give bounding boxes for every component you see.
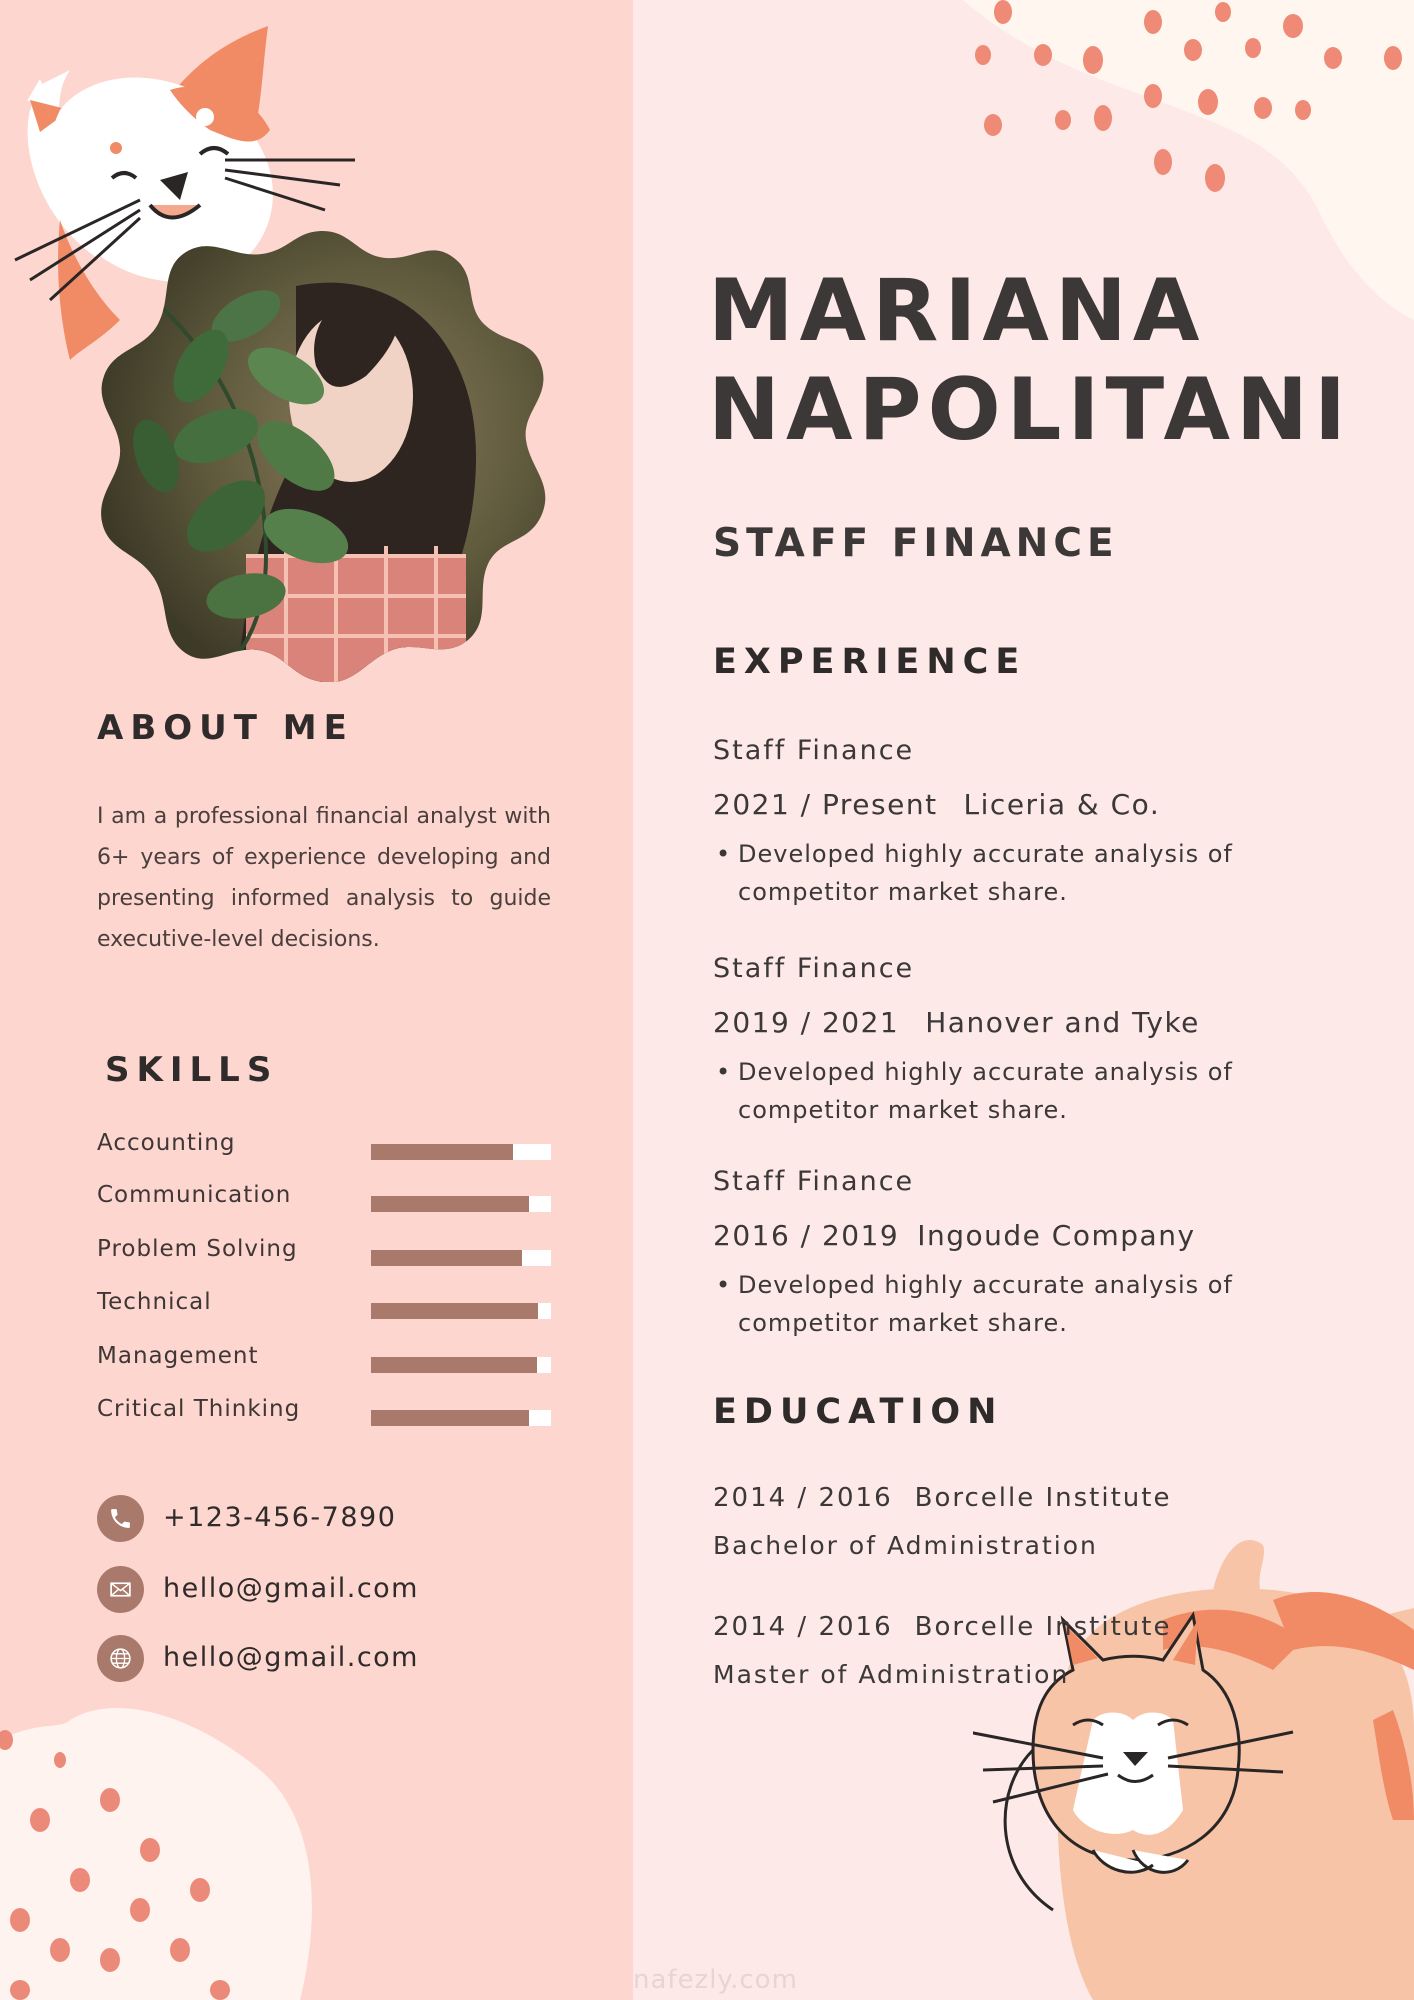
education-degree: Bachelor of Administration bbox=[713, 1531, 1098, 1560]
job-period-company bbox=[713, 788, 1160, 821]
skill-bar-fill bbox=[371, 1144, 513, 1160]
job-title: Staff Finance bbox=[713, 953, 915, 984]
skill-bar-fill bbox=[371, 1303, 538, 1319]
globe-icon bbox=[97, 1635, 144, 1682]
education-institution: Borcelle Institute bbox=[914, 1612, 1172, 1642]
left-column bbox=[0, 0, 633, 2000]
skill-bar bbox=[371, 1410, 551, 1426]
last-name: NAPOLITANI bbox=[708, 360, 1352, 460]
skill-bar-fill bbox=[371, 1250, 522, 1266]
skill-name: Accounting bbox=[97, 1130, 236, 1156]
skill-bar bbox=[371, 1250, 551, 1266]
about-title: ABOUT ME bbox=[97, 708, 354, 748]
skill-bar bbox=[371, 1144, 551, 1160]
education-period: 2014 / 2016 bbox=[713, 1483, 893, 1513]
job-role: STAFF FINANCE bbox=[713, 521, 1119, 566]
job-title: Staff Finance bbox=[713, 1166, 915, 1197]
profile-photo bbox=[96, 226, 550, 682]
job-period: 2021 / Present bbox=[713, 788, 938, 821]
education-period: 2014 / 2016 bbox=[713, 1612, 893, 1642]
education-degree: Master of Administration bbox=[713, 1660, 1070, 1689]
education-title: EDUCATION bbox=[713, 1392, 1004, 1432]
phone-icon bbox=[97, 1495, 144, 1542]
job-company: Liceria & Co. bbox=[963, 788, 1161, 821]
education-period-institution bbox=[713, 1612, 1171, 1642]
mail-icon bbox=[97, 1566, 144, 1613]
dotted-blob-decoration bbox=[0, 1700, 320, 2000]
skill-bar bbox=[371, 1303, 551, 1319]
watermark: nafezly.com bbox=[633, 1965, 798, 1995]
job-company: Hanover and Tyke bbox=[925, 1006, 1200, 1039]
bullet-icon: • bbox=[716, 840, 732, 868]
bullet-icon: • bbox=[716, 1058, 732, 1086]
contact-phone bbox=[97, 1495, 551, 1545]
education-institution: Borcelle Institute bbox=[914, 1483, 1172, 1513]
job-period: 2019 / 2021 bbox=[713, 1006, 900, 1039]
job-description-text: Developed highly accurate analysis of competitor market share. bbox=[738, 1058, 1233, 1124]
about-text: I am a professional financial analyst with 6+ years of experience developing and presenting informed analysis to guide executive-level decisions. bbox=[97, 804, 551, 952]
contact-email bbox=[97, 1566, 551, 1616]
job-description bbox=[716, 1266, 1278, 1342]
skill-row bbox=[97, 1182, 551, 1214]
job-period-company bbox=[713, 1219, 1196, 1252]
contact-website bbox=[97, 1635, 551, 1685]
skill-name: Management bbox=[97, 1343, 259, 1369]
skill-name: Critical Thinking bbox=[97, 1396, 301, 1422]
skill-row bbox=[97, 1396, 551, 1428]
job-title: Staff Finance bbox=[713, 735, 915, 766]
skill-row bbox=[97, 1289, 551, 1321]
job-company: Ingoude Company bbox=[917, 1219, 1196, 1252]
skill-bar bbox=[371, 1196, 551, 1212]
skill-bar-fill bbox=[371, 1410, 529, 1426]
job-description-text: Developed highly accurate analysis of competitor market share. bbox=[738, 840, 1233, 906]
skill-bar bbox=[371, 1357, 551, 1373]
phone-text[interactable]: +123-456-7890 bbox=[163, 1502, 397, 1533]
job-period-company bbox=[713, 1006, 1200, 1039]
skill-name: Technical bbox=[97, 1289, 212, 1315]
job-description-text: Developed highly accurate analysis of competitor market share. bbox=[738, 1271, 1233, 1337]
skill-bar-fill bbox=[371, 1357, 537, 1373]
job-period: 2016 / 2019 bbox=[713, 1219, 900, 1252]
experience-title: EXPERIENCE bbox=[713, 642, 1027, 682]
job-description bbox=[716, 835, 1258, 911]
skill-name: Communication bbox=[97, 1182, 292, 1208]
skill-name: Problem Solving bbox=[97, 1236, 298, 1262]
first-name: MARIANA bbox=[708, 261, 1206, 361]
skill-row bbox=[97, 1236, 551, 1268]
skill-bar-fill bbox=[371, 1196, 529, 1212]
skill-row bbox=[97, 1343, 551, 1375]
bullet-icon: • bbox=[716, 1271, 732, 1299]
skill-row bbox=[97, 1130, 551, 1162]
education-period-institution bbox=[713, 1483, 1171, 1513]
sleeping-cat-illustration bbox=[973, 1490, 1414, 2000]
website-text[interactable]: hello@gmail.com bbox=[163, 1642, 419, 1673]
email-text[interactable]: hello@gmail.com bbox=[163, 1573, 419, 1604]
skills-title: SKILLS bbox=[105, 1050, 279, 1090]
job-description bbox=[716, 1053, 1258, 1129]
